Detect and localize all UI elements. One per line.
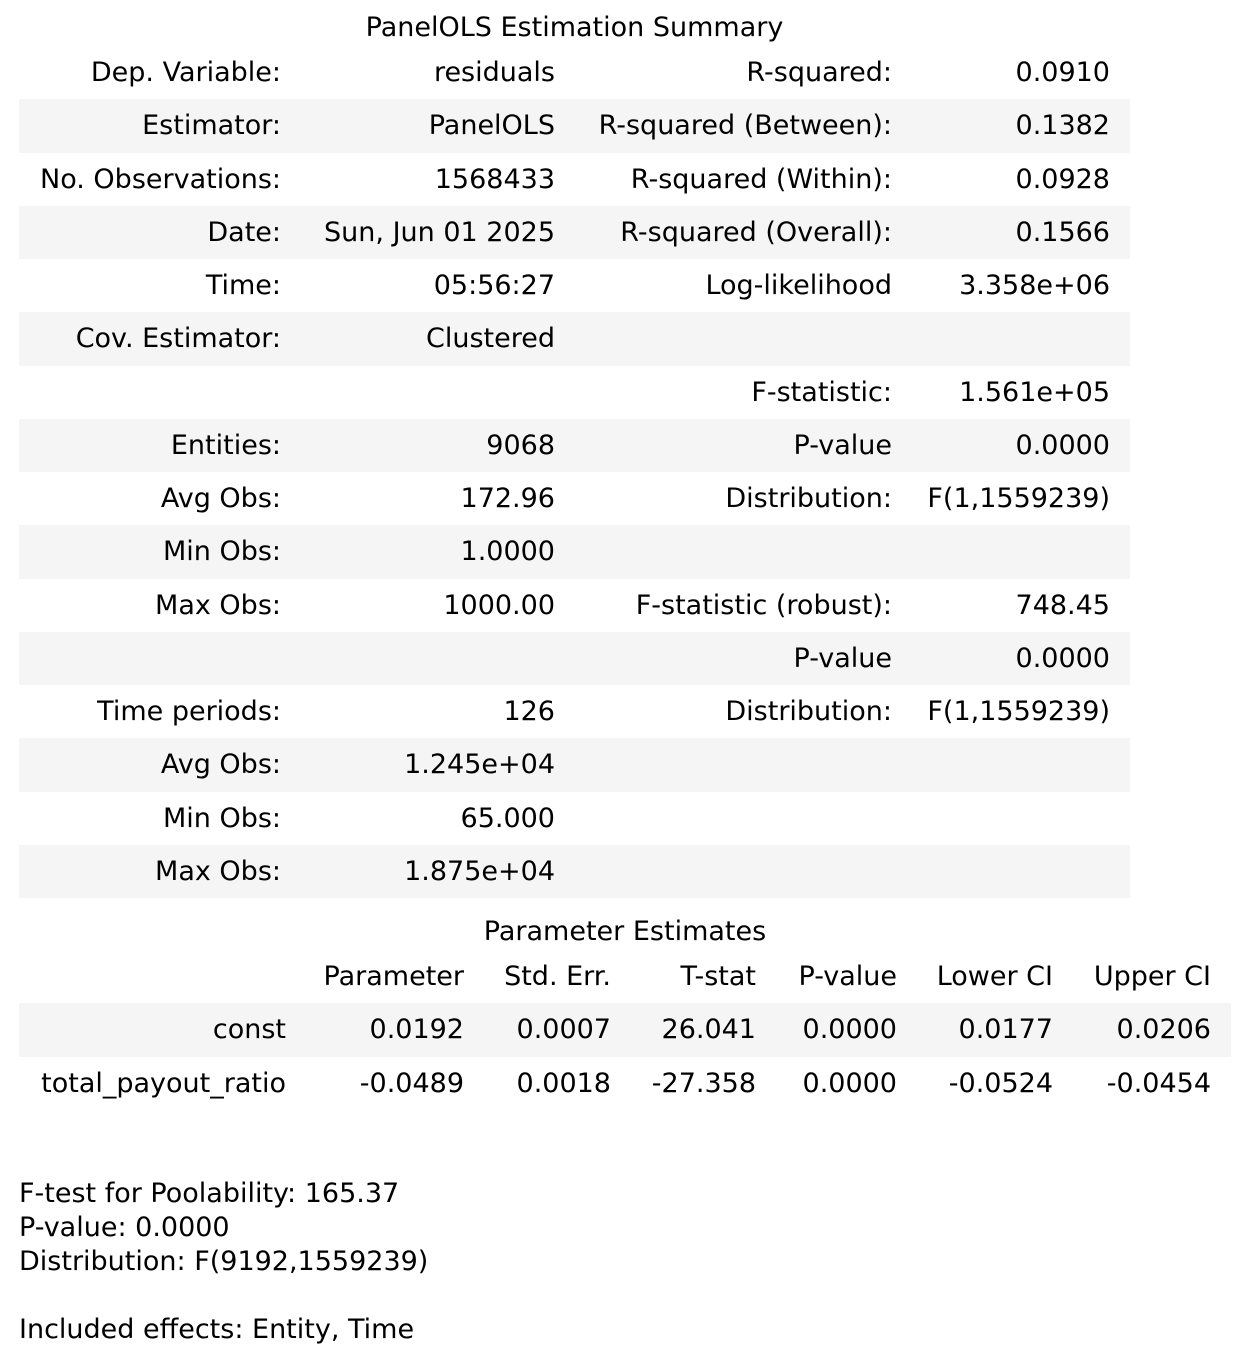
summary-stat-value	[892, 525, 1110, 578]
t-stat-value: -27.358	[651, 1067, 756, 1099]
included-effects-line: Included effects: Entity, Time	[19, 1314, 415, 1345]
cell-padding	[1110, 46, 1130, 99]
summary-value: 1.245e+04	[404, 749, 555, 781]
cell-padding	[1110, 472, 1130, 525]
summary-row	[19, 738, 1130, 791]
summary-notes	[19, 1177, 1219, 1347]
parameter-name: total_payout_ratio	[41, 1067, 286, 1099]
summary-value: PanelOLS	[428, 110, 555, 142]
summary-value: Clustered	[426, 323, 555, 355]
poolability-test-line: F-test for Poolability: 165.37	[19, 1178, 400, 1209]
cell-padding	[1110, 153, 1130, 206]
parameter-row	[19, 1003, 1231, 1056]
summary-value: 172.96	[460, 483, 555, 515]
column-header-upper-ci: Upper CI	[1093, 961, 1211, 993]
summary-stat-value: F(1,1559239)	[927, 483, 1110, 515]
summary-stat-value: F(1,1559239)	[927, 696, 1110, 728]
summary-value: 05:56:27	[433, 270, 555, 302]
summary-stat-value: 0.1382	[1015, 110, 1110, 142]
summary-label: Dep. Variable:	[90, 57, 281, 89]
cell-padding	[1110, 99, 1130, 152]
summary-stat-label: P-value	[793, 642, 892, 674]
cell-padding	[1110, 685, 1130, 738]
summary-stat-label: P-value	[793, 429, 892, 461]
summary-stat-value: 0.0928	[1015, 163, 1110, 195]
summary-label: Time periods:	[97, 696, 281, 728]
cell-padding	[1110, 366, 1130, 419]
summary-stat-value: 0.0910	[1015, 57, 1110, 89]
summary-value: 9068	[486, 429, 555, 461]
poolability-p-value-line: P-value: 0.0000	[19, 1212, 230, 1243]
summary-stat-value: 1.561e+05	[959, 376, 1110, 408]
column-header-std-err: Std. Err.	[504, 961, 611, 993]
summary-caption: PanelOLS Estimation Summary	[365, 12, 784, 43]
summary-label: Time:	[205, 270, 281, 302]
summary-value: 1.875e+04	[404, 855, 555, 887]
lower-ci-value: 0.0177	[958, 1014, 1053, 1046]
summary-value	[281, 366, 555, 419]
summary-table	[19, 46, 1130, 898]
spacer	[19, 1279, 1219, 1313]
summary-label: Entities:	[170, 429, 281, 461]
summary-row	[19, 685, 1130, 738]
cell-padding	[1110, 259, 1130, 312]
summary-row	[19, 206, 1130, 259]
poolability-distribution-line: Distribution: F(9192,1559239)	[19, 1246, 429, 1277]
cell-padding	[1110, 525, 1130, 578]
summary-row	[19, 153, 1130, 206]
summary-stat-label: Log-likelihood	[705, 270, 892, 302]
summary-stat-value: 0.0000	[1015, 642, 1110, 674]
summary-row	[19, 419, 1130, 472]
summary-value: residuals	[433, 57, 555, 89]
summary-label: Date:	[207, 216, 281, 248]
parameter-value: 0.0192	[369, 1014, 464, 1046]
summary-stat-value: 0.1566	[1015, 216, 1110, 248]
summary-stat-value: 3.358e+06	[959, 270, 1110, 302]
summary-row	[19, 99, 1130, 152]
parameter-estimates-table	[19, 950, 1231, 1110]
cell-padding	[1110, 312, 1130, 365]
summary-stat-label: R-squared (Within):	[630, 163, 892, 195]
parameter-row	[19, 1057, 1231, 1110]
summary-label	[19, 366, 281, 419]
lower-ci-value: -0.0524	[948, 1067, 1053, 1099]
std-err-value: 0.0007	[516, 1014, 611, 1046]
summary-stat-label	[555, 525, 892, 578]
summary-stat-value: 748.45	[1015, 589, 1110, 621]
summary-row	[19, 259, 1130, 312]
summary-row	[19, 46, 1130, 99]
summary-label: Estimator:	[142, 110, 281, 142]
cell-padding	[1110, 792, 1130, 845]
summary-stat-label: Distribution:	[725, 483, 892, 515]
cell-padding	[1110, 579, 1130, 632]
cell-padding	[1211, 950, 1231, 1003]
summary-label: Min Obs:	[162, 802, 281, 834]
summary-stat-label: Distribution:	[725, 696, 892, 728]
parameter-value: -0.0489	[359, 1067, 464, 1099]
summary-value: Sun, Jun 01 2025	[324, 216, 555, 248]
cell-padding	[1110, 419, 1130, 472]
summary-row	[19, 312, 1130, 365]
summary-stat-label	[555, 738, 892, 791]
summary-label: Avg Obs:	[160, 483, 281, 515]
summary-value: 1000.00	[443, 589, 555, 621]
summary-value: 1.0000	[460, 536, 555, 568]
summary-stat-label: F-statistic:	[751, 376, 892, 408]
summary-row	[19, 366, 1130, 419]
column-header-p-value: P-value	[798, 961, 897, 993]
summary-stat-label: F-statistic (robust):	[635, 589, 892, 621]
parameter-header-row	[19, 950, 1231, 1003]
summary-value	[281, 632, 555, 685]
cell-padding	[1211, 1057, 1231, 1110]
parameter-name: const	[212, 1014, 286, 1046]
summary-stat-value	[892, 738, 1110, 791]
summary-label: Cov. Estimator:	[75, 323, 281, 355]
summary-stat-label	[555, 792, 892, 845]
summary-label: No. Observations:	[40, 163, 281, 195]
summary-label	[19, 632, 281, 685]
cell-padding	[1211, 1003, 1231, 1056]
summary-row	[19, 525, 1130, 578]
summary-label: Max Obs:	[155, 855, 281, 887]
summary-row	[19, 792, 1130, 845]
summary-row	[19, 632, 1130, 685]
p-value-value: 0.0000	[802, 1014, 897, 1046]
summary-stat-label: R-squared:	[746, 57, 892, 89]
summary-value: 1568433	[434, 163, 555, 195]
upper-ci-value: -0.0454	[1106, 1067, 1211, 1099]
summary-stat-value	[892, 312, 1110, 365]
cell-padding	[1110, 632, 1130, 685]
summary-value: 126	[503, 696, 555, 728]
summary-row	[19, 472, 1130, 525]
summary-stat-label: R-squared (Overall):	[620, 216, 892, 248]
column-header	[19, 950, 286, 1003]
t-stat-value: 26.041	[661, 1014, 756, 1046]
summary-label: Avg Obs:	[160, 749, 281, 781]
summary-row	[19, 579, 1130, 632]
summary-stat-value	[892, 792, 1110, 845]
summary-stat-label: R-squared (Between):	[598, 110, 892, 142]
summary-value: 65.000	[460, 802, 555, 834]
summary-stat-label	[555, 845, 892, 898]
upper-ci-value: 0.0206	[1116, 1014, 1211, 1046]
summary-stat-value: 0.0000	[1015, 429, 1110, 461]
column-header-parameter: Parameter	[323, 961, 464, 993]
cell-padding	[1110, 206, 1130, 259]
summary-row	[19, 845, 1130, 898]
column-header-t-stat: T-stat	[680, 961, 756, 993]
parameter-estimates-caption: Parameter Estimates	[483, 916, 767, 947]
cell-padding	[1110, 845, 1130, 898]
p-value-value: 0.0000	[802, 1067, 897, 1099]
column-header-lower-ci: Lower CI	[936, 961, 1053, 993]
cell-padding	[1110, 738, 1130, 791]
summary-label: Max Obs:	[155, 589, 281, 621]
summary-stat-label	[555, 312, 892, 365]
summary-stat-value	[892, 845, 1110, 898]
std-err-value: 0.0018	[516, 1067, 611, 1099]
summary-label: Min Obs:	[162, 536, 281, 568]
